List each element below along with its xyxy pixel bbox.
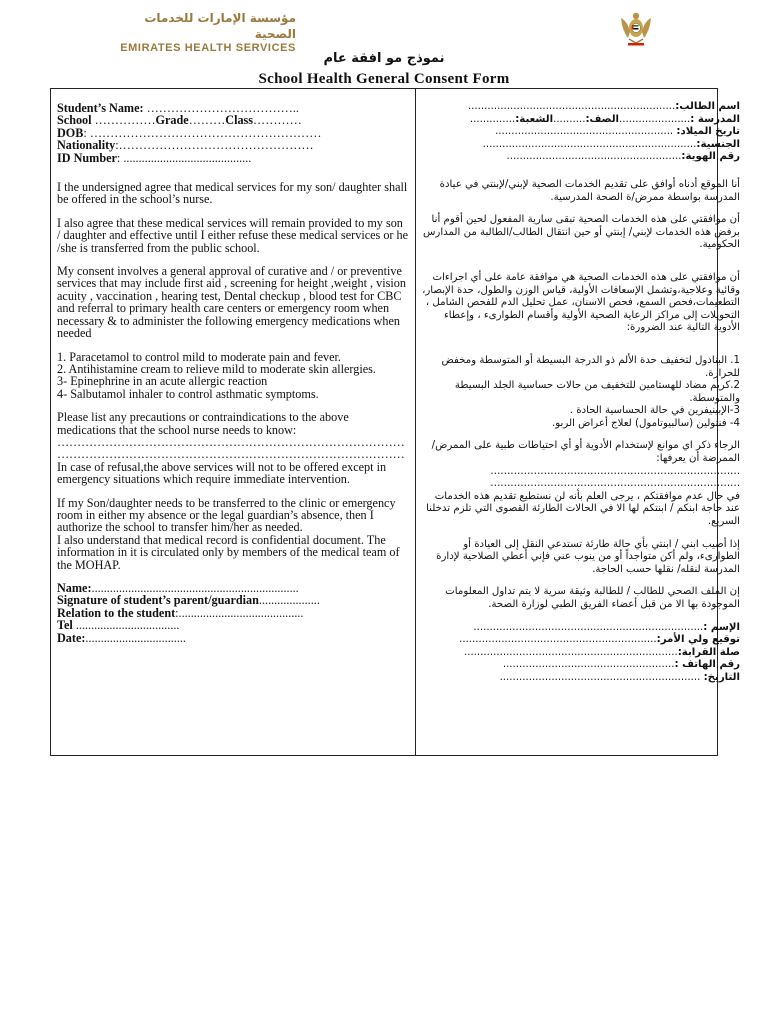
ar-transfer-paragraph: إذا أصيب ابني / ابنتي بأي حالة طارئة تستدعي النقل إلى العيادة أو الطوارىء، ولم أكن متواجداً أو من ينوب عني فإني أعطي الصلاحية لإدارة المدرسة لنقله/ نقلها حسب الحاجة.	[436, 538, 740, 575]
id-number-label: ID Number	[57, 150, 117, 165]
ar-confidentiality-paragraph: إن الملف الصحي للطالب / للطالبة وثيقة سرية لا يتم تداول المعلومات الموجودة بها الا من قبل أعضاء الفريق الطبي لوزارة الصحة.	[445, 586, 740, 610]
ar-consent-paragraph-2: أن موافقتي على هذه الخدمات الصحية تبقى سارية المفعول لحين أقوم أنا برفض هذه الخدمات لإبني/ إبنتي أو حين انتقال الطالب/الطالبة من المدارس الحكومية.	[422, 214, 740, 251]
nationality-blank: :…………………………………………	[115, 138, 314, 153]
ar-section-label: الشعبة:	[515, 113, 554, 125]
date-label: Date:	[57, 630, 86, 645]
class-label: Class	[225, 113, 254, 128]
guardian-signature-blank: ....................	[258, 593, 320, 608]
ar-precautions-blank-2[interactable]: …………………………………………………………………	[490, 478, 740, 490]
logo-english-text: EMIRATES HEALTH SERVICES	[120, 42, 296, 54]
ar-medication-2: 2.كريم مضاد للهستامين للتخفيف من حالات حساسية الجلد البسيطة والمتوسطة.	[454, 380, 740, 404]
ar-tel-field[interactable]	[422, 659, 740, 672]
ar-student-name-label: اسم الطالب:	[675, 101, 740, 112]
ar-school-label: المدرسة :	[690, 113, 740, 125]
ar-section-blank: ..............	[469, 113, 516, 125]
ar-dob-field[interactable]	[422, 126, 740, 139]
ar-dob-blank: .......................................................	[495, 126, 677, 138]
tel-label: Tel	[57, 618, 73, 633]
ar-consent-paragraph-3: أن موافقتي على هذه الخدمات الصحية هي موافقة عامة على أي اجراءات وقائية وعلاجية،وتشمل الإسعافات الأولية، قياس الوزن والطول، حدة الإبصار، التطعيمات،فحص السمع، فحص الاسنان، عمل تحليل الدم للفحص الشامل ، التحويلات إلى مراكز الرعاية الصحية الأولية وأقسام الطوارىء ، وإعطاء الأدوية التالية عند الضرورة:	[422, 271, 740, 334]
id-number-blank: : ..........................................	[116, 150, 252, 165]
id-number-field[interactable]	[57, 152, 409, 164]
ar-tel-blank: .....................................................	[502, 659, 675, 671]
ar-relation-blank: ..................................................................	[463, 646, 678, 658]
guardian-name-blank: ....................................................................	[91, 581, 299, 595]
precautions-blank-1[interactable]: ……………………………………………………………………………	[57, 435, 405, 449]
ar-medication-4: 4- فنتولين (سالبيوتامول) لعلاج أعراض الربو.	[552, 417, 740, 429]
ar-guardian-signature-field[interactable]	[422, 634, 740, 647]
medication-2: 2. Antihistamine cream to relieve mild to moderate skin allergies.	[57, 361, 376, 376]
ar-relation-label: صلة القرابة:	[677, 646, 740, 658]
student-name-blank: ………………………………..	[143, 101, 299, 115]
student-name-label: Student’s Name:	[57, 101, 144, 115]
ar-date-field[interactable]	[422, 672, 740, 685]
guardian-signature-label: Signature of student’s parent/guardian	[57, 593, 259, 608]
ar-id-label: رقم الهوية:	[681, 151, 740, 163]
relation-blank: :.........................................	[175, 605, 304, 620]
english-column	[57, 102, 409, 644]
ar-guardian-signature-blank: .............................................................	[459, 634, 657, 646]
date-field[interactable]	[57, 632, 409, 644]
ar-id-field[interactable]	[422, 151, 740, 164]
column-divider	[415, 88, 416, 756]
ar-tel-label: رقم الهاتف :	[674, 659, 740, 671]
ar-date-label: التاريخ:	[703, 671, 740, 683]
ar-guardian-signature-label: توقيع ولي الأمر:	[656, 634, 740, 646]
guardian-name-label: Name:	[57, 581, 92, 595]
ar-student-name-field[interactable]	[422, 101, 740, 114]
ar-guardian-name-field[interactable]	[422, 622, 740, 635]
refusal-paragraph: In case of refusal,the above services will not to be offered except in emergency situations which require immediate intervention.	[57, 459, 387, 487]
consent-paragraph-1: I the undersigned agree that medical services for my son/ daughter shall be offered in the school’s nurse.	[57, 180, 408, 207]
date-blank: .................................	[85, 630, 186, 645]
ar-guardian-name-label: الإسم :	[703, 621, 740, 633]
logo-arabic-text: مؤسسة الإمارات للخدمات الصحية	[144, 11, 296, 41]
dob-label: DOB	[57, 125, 84, 140]
medication-3: 3- Epinephrine in an acute allergic reaction	[57, 374, 268, 389]
form-title-english: School Health General Consent Form	[258, 71, 510, 87]
consent-paragraph-3: My consent involves a general approval of curative and / or preventive services that may include first aid , screening for height ,weight , vision acuity , vaccination , hearing test, Dental checkup , blood test for CBC and referral to primary health care centers or emergency room when necessary & to administer the following emergency medications when needed	[57, 264, 406, 341]
ehs-logo	[110, 10, 296, 55]
ar-school-grade-section-field[interactable]	[422, 114, 740, 127]
ar-school-blank: ......................	[619, 113, 691, 125]
uae-emblem-icon	[618, 8, 654, 48]
ar-medication-1: 1. البنادول لتخفيف حدة الألم ذو الدرجة البسيطة أو المتوسطة ومخفض للحرارة.	[441, 354, 740, 379]
school-label: School	[57, 113, 92, 128]
ar-guardian-name-blank: .......................................................................	[473, 621, 704, 633]
medication-1: 1. Paracetamol to control mild to moderate pain and fever.	[57, 349, 341, 364]
relation-label: Relation to the student	[57, 605, 176, 620]
nationality-label: Nationality	[57, 138, 116, 153]
class-blank: …………	[253, 113, 302, 128]
grade-label: Grade	[155, 113, 189, 128]
document-header	[0, 0, 768, 90]
confidentiality-paragraph: I also understand that medical record is confidential document. The information in it is circulated only by members of the medical team of the MOHAP.	[57, 532, 400, 572]
ar-nationality-field[interactable]	[422, 139, 740, 152]
precautions-blank-2[interactable]: ……………………………………………………………………………	[57, 448, 405, 461]
school-blank: ……………	[91, 113, 156, 128]
ar-nationality-label: الجنسية:	[696, 138, 740, 150]
ar-nationality-blank: ..................................................................	[482, 138, 697, 150]
grade-blank: ………	[188, 113, 226, 128]
ar-medication-3: 3-الإبينيفرين في حالة الحساسية الحادة .	[569, 405, 740, 417]
ar-id-blank: ......................................................	[506, 151, 682, 163]
arabic-column	[422, 101, 740, 685]
ar-relation-field[interactable]	[422, 647, 740, 660]
ar-dob-label: تاريخ الميلاد:	[676, 126, 740, 138]
ar-precautions-paragraph: الرجاء ذكر اي موانع لإستخدام الأدوية أو أي احتياطات طبية على الممرض/ الممرضة أن يعرفها:	[431, 440, 740, 465]
ar-student-name-blank: ................................................................	[467, 101, 676, 112]
tel-blank: ..................................	[72, 618, 180, 633]
ar-grade-blank: ..........	[553, 113, 586, 125]
dob-blank: : …………………………………………………	[83, 125, 322, 140]
precautions-paragraph: Please list any precautions or contraindications to the above medications that the school nurse needs to know:	[57, 410, 349, 437]
ar-refusal-paragraph: في حال عدم موافقتكم ، يرجى العلم بأنه لن نستطيع تقديم هذه الخدمات عند حاجة ابنكم / ابنتكم لها الا في الحالات الطارئة القصوى التي تلزم تدخلنا السريع.	[426, 490, 740, 528]
ar-grade-label: الصف:	[585, 113, 620, 125]
ar-consent-paragraph-1: أنا الموقع أدناه أوافق على تقديم الخدمات الصحية لإبني/لإبنتي في عيادة المدرسة بواسطة ممرض/ة الصحة المدرسية.	[439, 178, 740, 203]
form-title-arabic: نموذج مو افقة عام	[323, 51, 445, 66]
transfer-paragraph: If my Son/daughter needs to be transferred to the clinic or emergency room in either my absence or the legal guardian’s absence, then I authorize the school to transfer him/her as needed.	[57, 495, 396, 535]
medication-4: 4- Salbutamol inhaler to control asthmatic symptoms.	[57, 386, 319, 401]
ar-precautions-blank-1[interactable]: …………………………………………………………………	[490, 465, 740, 477]
consent-paragraph-2: I also agree that these medical services will remain provided to my son / daughter and effective until I either refuse these medical services or he /she is transferred from the public school.	[57, 215, 409, 255]
ar-date-blank: ..............................................................	[499, 671, 704, 683]
